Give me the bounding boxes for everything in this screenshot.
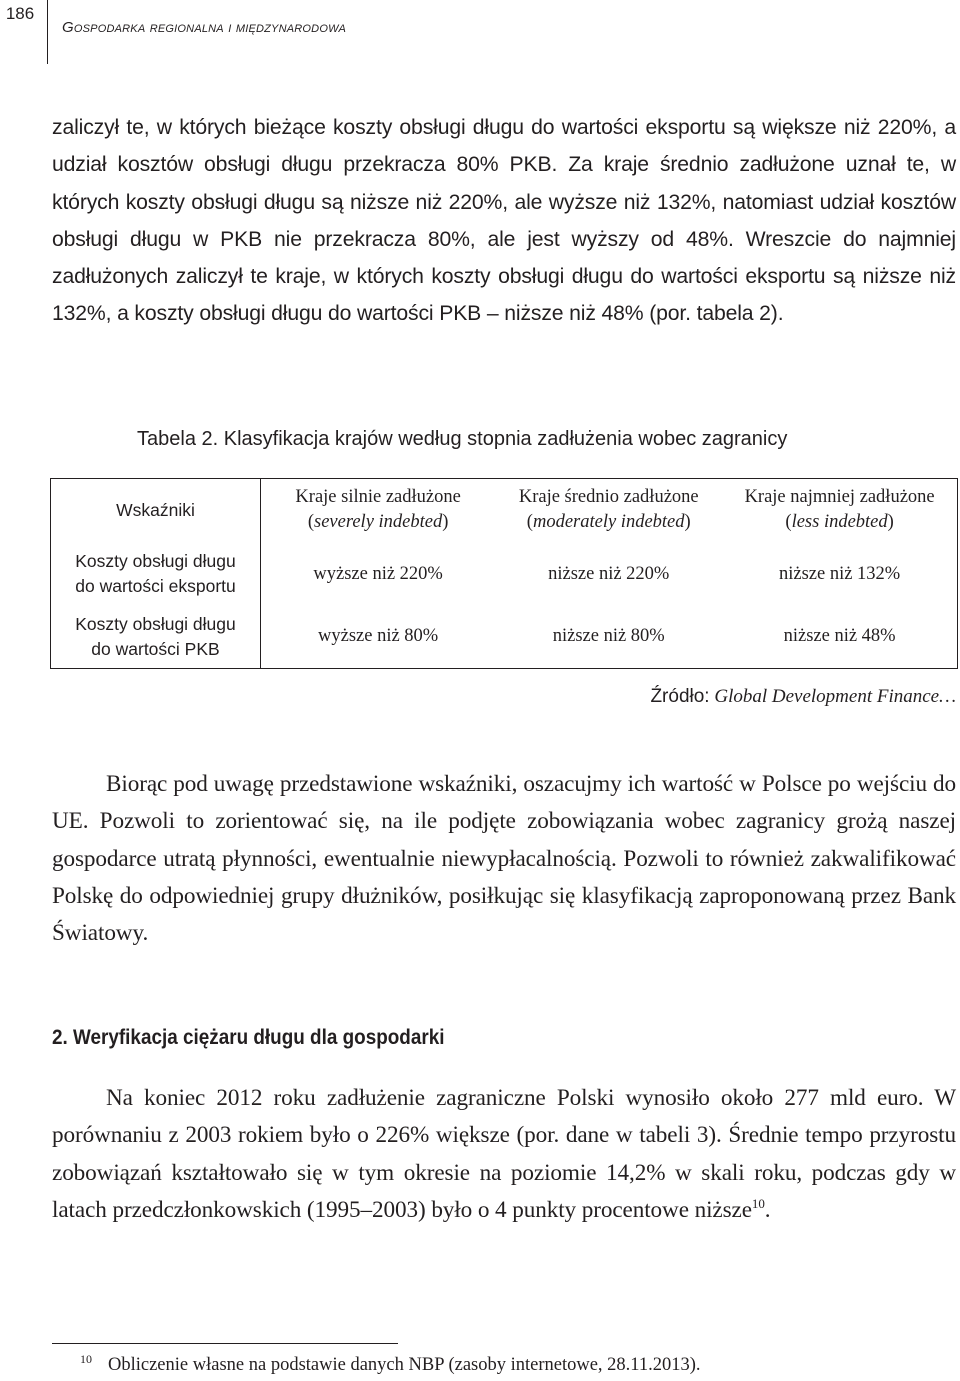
footnote-reference[interactable]: 10 [751,1195,765,1211]
running-head: Gospodarka regionalna i międzynarodowa [62,19,346,36]
indicator-line: do wartości eksportu [75,576,236,596]
footnote-number: 10 [80,1352,92,1366]
table-row [51,605,957,668]
header-paren-open: ( [307,512,314,533]
source-label: Źródło: [650,686,710,707]
footnote-text: Obliczenie własne na podstawie danych NBP (zasoby internetowe, 28.11.2013). [108,1355,701,1375]
table-header-indicator: Wskaźniki [51,478,261,543]
header-label: Kraje silnie zadłużone [295,487,461,508]
table-source [650,686,956,708]
table-header-cell [722,478,957,543]
header-english: moderately indebted [532,512,685,533]
source-title: Global Development Finance… [714,686,956,707]
table-cell: wyższe niż 80% [318,626,439,647]
table-cell: niższe niż 132% [778,563,901,584]
table-row-indicator [51,605,261,668]
table-header-cell [495,478,722,543]
header-paren-open: ( [785,512,792,533]
paragraph-end: . [764,1196,771,1223]
header-paren-close: ) [684,512,691,533]
paragraph-text: Na koniec 2012 roku zadłużenie zagraniczne Polski wynosiło około 277 mld euro. W porównaniu z 2003 rokiem było o 226% większe (por. dane w tabeli 3). Średnie tempo przyrostu zobowiązań kształtowało się w tym okresie na poziomie 14,2% w skali roku, podczas gdy w latach przedczłonkowskich (1995–2003) było o 4 punkty procentowe niższe [52,1085,956,1223]
header-divider [47,0,48,64]
body-paragraph-3 [52,1080,956,1229]
page-header [0,0,960,66]
header-paren-close: ) [887,512,894,533]
indicator-line: do wartości PKB [91,638,220,659]
header-paren-close: ) [442,512,449,533]
page-number: 186 [5,4,35,23]
table-row [51,543,957,606]
footnote-divider [52,1343,398,1344]
table-cell: niższe niż 80% [552,626,665,647]
table-header-row [51,478,957,543]
section-heading: 2. Weryfikacja ciężaru długu dla gospodarki [52,1026,445,1049]
header-english: less indebted [791,512,888,533]
table-cell: niższe niż 220% [548,563,670,584]
header-paren-open: ( [526,512,533,533]
table-cell: wyższe niż 220% [313,563,443,584]
header-english: severely indebted [314,512,443,533]
body-paragraph-1: zaliczył te, w których bieżące koszty obsługi długu do wartości eksportu są większe niż 220%, a udział kosztów obsługi długu przekracza 80% PKB. Za kraje średnio zadłużone uznał te, w których koszty obsługi długu są niższe niż 220%, ale wyższe niż 132%, natomiast udział kosztów obsługi długu w PKB nie przekracza 80%, ale jest wyższy od 48%. Wreszcie do najmniej zadłużonych zaliczył te kraje, w których koszty obsługi długu do wartości eksportu są niższe niż 132%, a koszty obsługi długu do wartości PKB – niższe niż 48% (por. tabela 2). [52,116,956,326]
indicator-line: Koszty obsługi długu [75,613,236,634]
body-paragraph-2: Biorąc pod uwagę przedstawione wskaźniki, oszacujmy ich wartość w Polsce po wejściu do UE. Pozwoli to zorientować się, na ile podjęte zobowiązania wobec zagranicy grożą naszej gospodarce utratą płynności, ewentualnie niewypłacalnością. Pozwoli to również zakwalifikować Polskę do odpowiedniej grupy dłużników, posiłkując się klasyfikacją zaproponowaną przez Bank Światowy. [52,771,956,947]
table-caption: Tabela 2. Klasyfikacja krajów według stopnia zadłużenia wobec zagranicy [137,428,788,450]
indicator-line: Koszty obsługi długu [75,551,236,571]
table-header-cell [261,478,496,543]
classification-table [51,478,957,668]
table-cell: niższe niż 48% [783,626,896,647]
header-label: Kraje najmniej zadłużone [744,487,935,508]
table-row-indicator [51,543,261,606]
footnote [80,1352,701,1376]
header-label: Kraje średnio zadłużone [518,487,699,508]
